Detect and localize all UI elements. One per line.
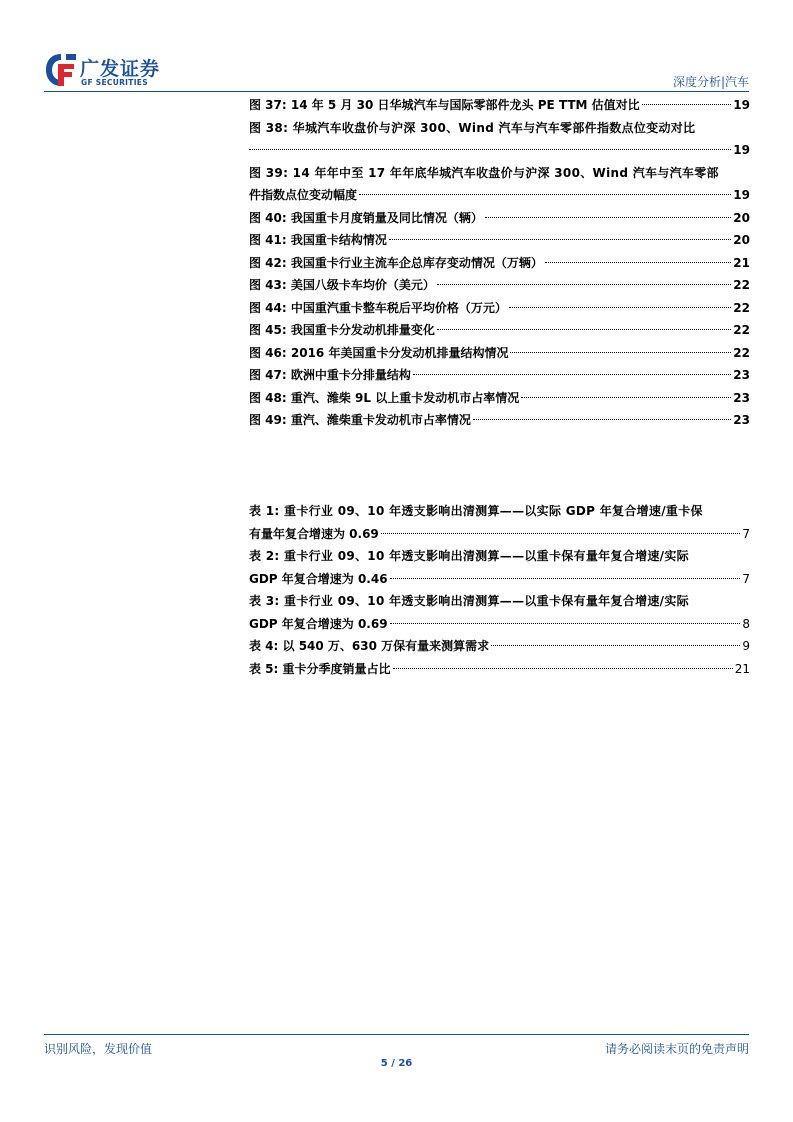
dot-leader — [249, 149, 731, 150]
footer-disclaimer: 请务必阅读末页的免责声明 — [604, 1042, 749, 1056]
entry-page: 19 — [733, 98, 750, 112]
entry-title: 欧洲中重卡分排量结构 — [290, 368, 411, 382]
entry-title: 2016 年美国重卡分发动机排量结构情况 — [290, 345, 509, 360]
figure-entry[interactable] — [249, 117, 750, 162]
entry-page: 8 — [742, 616, 750, 631]
entry-page: 22 — [733, 323, 750, 337]
company-logo — [44, 52, 184, 92]
entry-page: 7 — [742, 526, 750, 541]
entry-page: 23 — [733, 390, 750, 405]
figure-entry[interactable] — [249, 229, 750, 252]
entry-title: 14 年年中至 17 年年底华城汽车收盘价与沪深 300、Wind 汽车与汽车零部 — [292, 165, 719, 180]
entry-title-cont: 件指数点位变动幅度 — [249, 188, 358, 202]
footer-slogan: 识别风险，发现价值 — [44, 1042, 153, 1056]
figure-entry[interactable] — [249, 274, 750, 297]
figure-list — [249, 94, 750, 432]
figure-entry[interactable] — [249, 207, 750, 230]
dot-leader — [389, 239, 731, 240]
entry-title-cont: GDP 年复合增速为 0.46 — [249, 571, 388, 586]
entry-label: 图 42: — [249, 255, 287, 270]
dot-leader — [491, 645, 740, 646]
entry-label: 图 45: — [249, 323, 287, 337]
entry-title: 我国重卡行业主流车企总库存变动情况（万辆） — [290, 255, 543, 270]
entry-label: 图 48: — [249, 390, 287, 405]
dot-leader — [437, 329, 731, 330]
entry-label: 图 40: — [249, 210, 287, 225]
table-entry[interactable] — [249, 545, 750, 590]
entry-title: 14 年 5 月 30 日华城汽车与国际零部件龙头 PE TTM 估值对比 — [290, 98, 640, 112]
entry-page: 7 — [742, 571, 750, 586]
figure-entry[interactable] — [249, 162, 750, 207]
entry-title: 重汽、潍柴 9L 以上重卡发动机市占率情况 — [290, 390, 520, 405]
dot-leader — [390, 578, 741, 579]
entry-page: 19 — [733, 143, 750, 157]
dot-leader — [390, 623, 741, 624]
figure-entry[interactable] — [249, 252, 750, 275]
entry-page: 20 — [733, 233, 750, 247]
entry-page: 21 — [734, 661, 750, 676]
footer-divider — [44, 1034, 749, 1035]
entry-label: 图 39: — [249, 165, 289, 180]
entry-title: 华城汽车收盘价与沪深 300、Wind 汽车与汽车零部件指数点位变动对比 — [292, 120, 696, 135]
page-number: 5 / 26 — [380, 1058, 413, 1069]
entry-page: 22 — [733, 345, 750, 360]
dot-leader — [509, 307, 731, 308]
table-entry[interactable] — [249, 500, 750, 545]
figure-entry[interactable] — [249, 409, 750, 432]
entry-title-cont: GDP 年复合增速为 0.69 — [249, 616, 388, 631]
entry-label: 图 46: — [249, 345, 287, 360]
table-entry[interactable] — [249, 635, 750, 658]
dot-leader — [413, 374, 731, 375]
dot-leader — [473, 419, 731, 420]
entry-title: 以 540 万、630 万保有量来测算需求 — [282, 639, 490, 653]
entry-title: 我国重卡分发动机排量变化 — [290, 323, 435, 337]
figure-entry[interactable] — [249, 297, 750, 320]
figure-entry[interactable] — [249, 364, 750, 387]
dot-leader — [359, 194, 731, 195]
entry-title: 重卡行业 09、10 年透支影响出清测算——以重卡保有量年复合增速/实际 — [284, 594, 689, 608]
entry-title: 中国重汽重卡整车税后平均价格（万元） — [290, 300, 507, 315]
entry-label: 表 1: — [249, 504, 280, 518]
entry-page: 22 — [733, 300, 750, 315]
entry-label: 图 37: — [249, 98, 287, 112]
entry-label: 图 43: — [249, 278, 287, 292]
dot-leader — [485, 217, 731, 218]
entry-title: 重卡分季度销量占比 — [282, 661, 391, 676]
table-entry[interactable] — [249, 590, 750, 635]
entry-label: 表 2: — [249, 549, 280, 563]
entry-page: 9 — [742, 639, 750, 653]
entry-label: 图 44: — [249, 300, 287, 315]
logo-text-cn: 广发证券 — [80, 58, 161, 80]
entry-title: 我国重卡月度销量及同比情况（辆） — [290, 210, 483, 225]
header-divider — [44, 91, 749, 92]
report-category: 深度分析|汽车 — [672, 75, 749, 89]
entry-title: 重汽、潍柴重卡发动机市占率情况 — [290, 413, 471, 427]
dot-leader — [521, 397, 731, 398]
dot-leader — [510, 352, 731, 353]
table-list — [249, 500, 750, 680]
figure-entry[interactable] — [249, 387, 750, 410]
entry-label: 图 47: — [249, 368, 287, 382]
entry-title-cont: 有量年复合增速为 0.69 — [249, 526, 379, 541]
entry-label: 图 41: — [249, 233, 287, 247]
gf-logo-icon — [44, 52, 78, 88]
figure-entry[interactable] — [249, 342, 750, 365]
entry-title: 我国重卡结构情况 — [290, 233, 387, 247]
entry-title: 重卡行业 09、10 年透支影响出清测算——以重卡保有量年复合增速/实际 — [284, 549, 689, 563]
dot-leader — [642, 104, 732, 105]
figure-entry[interactable] — [249, 319, 750, 342]
entry-page: 23 — [733, 368, 750, 382]
entry-label: 图 49: — [249, 413, 287, 427]
entry-page: 20 — [733, 210, 750, 225]
table-entry[interactable] — [249, 658, 750, 681]
dot-leader — [393, 668, 733, 669]
entry-label: 表 3: — [249, 594, 280, 608]
entry-title: 美国八级卡车均价（美元） — [290, 278, 435, 292]
figure-entry[interactable] — [249, 94, 750, 117]
entry-page: 22 — [733, 278, 750, 292]
entry-label: 图 38: — [249, 120, 289, 135]
entry-page: 19 — [733, 188, 750, 202]
entry-title: 重卡行业 09、10 年透支影响出清测算——以实际 GDP 年复合增速/重卡保 — [284, 504, 703, 518]
entry-page: 23 — [733, 413, 750, 427]
entry-label: 表 5: — [249, 661, 279, 676]
entry-label: 表 4: — [249, 639, 279, 653]
entry-page: 21 — [733, 255, 750, 270]
dot-leader — [381, 533, 741, 534]
logo-text-en: GF SECURITIES — [81, 78, 148, 87]
dot-leader — [545, 262, 731, 263]
dot-leader — [437, 284, 731, 285]
